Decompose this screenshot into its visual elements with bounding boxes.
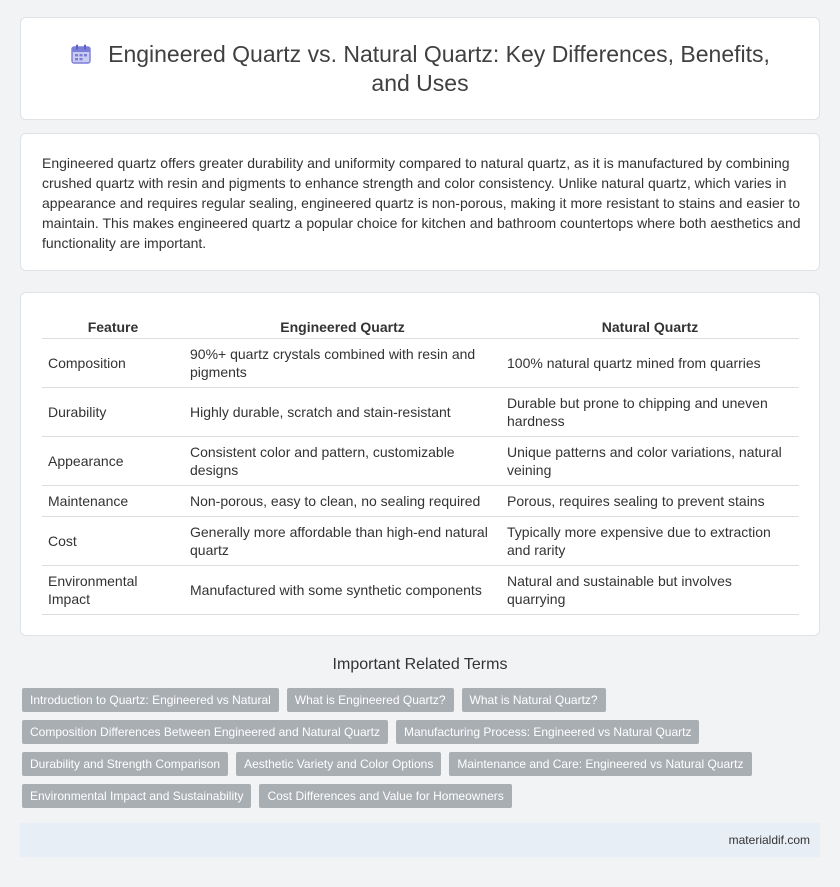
feature-cell: Composition	[42, 339, 184, 388]
engineered-cell: Generally more affordable than high-end natural quartz	[184, 517, 501, 566]
natural-cell: Natural and sustainable but involves quarrying	[501, 566, 799, 615]
engineered-cell: Consistent color and pattern, customizable designs	[184, 437, 501, 486]
page-title: Engineered Quartz vs. Natural Quartz: Key Differences, Benefits, and Uses	[108, 40, 770, 96]
tag-link[interactable]: Manufacturing Process: Engineered vs Natural Quartz	[396, 720, 699, 744]
tag-row	[22, 720, 822, 744]
table-row	[42, 486, 799, 517]
header-feature: Feature	[42, 315, 184, 339]
tag-link[interactable]: What is Engineered Quartz?	[287, 688, 454, 712]
intro-card	[20, 133, 820, 271]
tag-link[interactable]: Durability and Strength Comparison	[22, 752, 228, 776]
engineered-cell: Highly durable, scratch and stain-resistant	[184, 388, 501, 437]
table-row	[42, 517, 799, 566]
intro-paragraph: Engineered quartz offers greater durability and uniformity compared to natural quartz, as it is manufactured by combining crushed quartz with resin and pigments to enhance strength and color consistency. Unlike natural quartz, which varies in appearance and requires regular sealing, engineered quartz is non-porous, making it more resistant to stains and easier to maintain. This makes engineered quartz a popular choice for kitchen and bathroom countertops where both aesthetics and functionality are important.	[42, 155, 801, 251]
table-row	[42, 339, 799, 388]
feature-cell: Cost	[42, 517, 184, 566]
table-header-row	[42, 315, 799, 339]
table-row	[42, 437, 799, 486]
natural-cell: 100% natural quartz mined from quarries	[501, 339, 799, 388]
tag-link[interactable]: What is Natural Quartz?	[462, 688, 606, 712]
natural-cell: Porous, requires sealing to prevent stains	[501, 486, 799, 517]
feature-cell: Durability	[42, 388, 184, 437]
tag-link[interactable]: Aesthetic Variety and Color Options	[236, 752, 441, 776]
footer-bar	[20, 823, 820, 857]
tag-row	[22, 752, 822, 776]
engineered-cell: Manufactured with some synthetic components	[184, 566, 501, 615]
table-row	[42, 388, 799, 437]
natural-cell: Durable but prone to chipping and uneven hardness	[501, 388, 799, 437]
tag-link[interactable]: Maintenance and Care: Engineered vs Natural Quartz	[449, 752, 751, 776]
page-title-container	[50, 40, 790, 98]
table-row	[42, 566, 799, 615]
engineered-cell: 90%+ quartz crystals combined with resin and pigments	[184, 339, 501, 388]
feature-cell: Environmental Impact	[42, 566, 184, 615]
natural-cell: Unique patterns and color variations, natural veining	[501, 437, 799, 486]
engineered-cell: Non-porous, easy to clean, no sealing required	[184, 486, 501, 517]
related-terms-heading: Important Related Terms	[332, 656, 508, 673]
header-card	[20, 17, 820, 120]
comparison-table	[42, 315, 799, 615]
tag-link[interactable]: Cost Differences and Value for Homeowners	[259, 784, 511, 808]
tag-link[interactable]: Environmental Impact and Sustainability	[22, 784, 251, 808]
tag-row	[22, 784, 822, 808]
related-terms-tags	[22, 688, 822, 816]
tag-link[interactable]: Introduction to Quartz: Engineered vs Natural	[22, 688, 279, 712]
feature-cell: Maintenance	[42, 486, 184, 517]
calendar-icon	[70, 43, 92, 65]
tag-row	[22, 688, 822, 712]
header-natural-quartz: Natural Quartz	[501, 315, 799, 339]
comparison-card	[20, 292, 820, 636]
footer-site-link[interactable]: materialdif.com	[728, 833, 810, 847]
header-engineered-quartz: Engineered Quartz	[184, 315, 501, 339]
tag-link[interactable]: Composition Differences Between Engineered and Natural Quartz	[22, 720, 388, 744]
natural-cell: Typically more expensive due to extraction and rarity	[501, 517, 799, 566]
feature-cell: Appearance	[42, 437, 184, 486]
